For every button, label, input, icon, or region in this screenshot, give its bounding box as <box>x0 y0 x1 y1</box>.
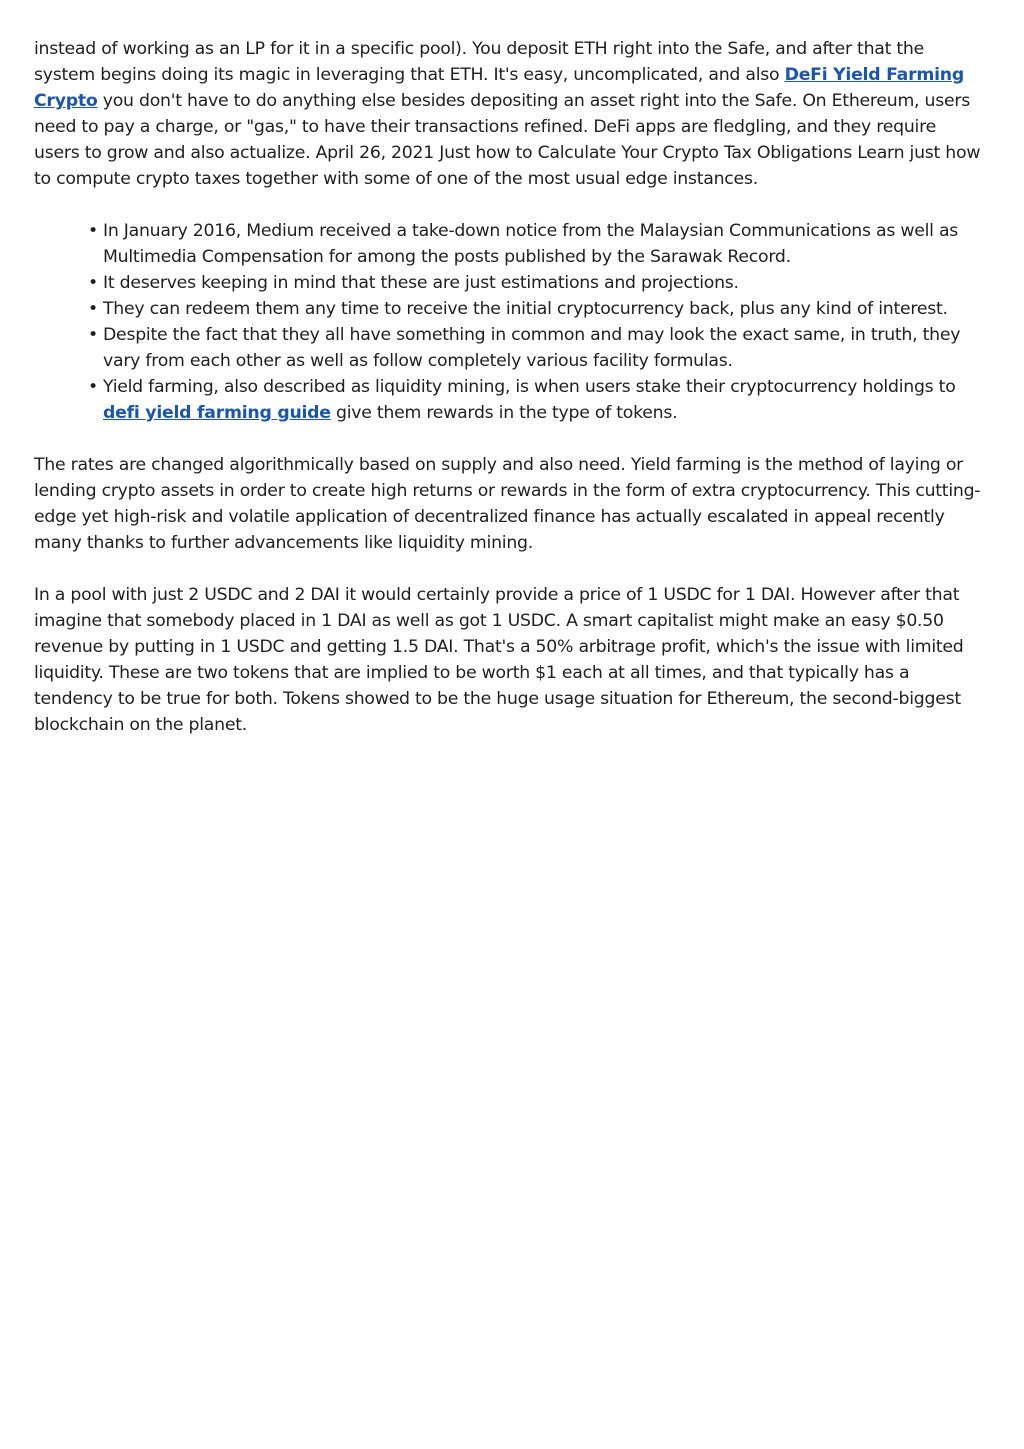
paragraph-intro <box>34 36 986 192</box>
list-item-text-end: give them rewards in the type of tokens. <box>330 403 678 423</box>
list-item: • It deserves keeping in mind that these are just estimations and projections. <box>103 270 986 296</box>
list-item: • They can redeem them any time to receive the initial cryptocurrency back, plus any kind of interest. <box>103 296 986 322</box>
list-item: • Despite the fact that they all have something in common and may look the exact same, in truth, they vary from each other as well as follow completely various facility formulas. <box>103 322 986 374</box>
paragraph-pool-example: In a pool with just 2 USDC and 2 DAI it would certainly provide a price of 1 USDC for 1 DAI. However after that imagine that somebody placed in 1 DAI as well as got 1 USDC. A smart capitalist might make an easy $0.50 revenue by putting in 1 USDC and getting 1.5 DAI. That's a 50% arbitrage profit, which's the issue with limited liquidity. These are two tokens that are implied to be worth $1 each at all times, and that typically has a tendency to be true for both. Tokens showed to be the huge usage situation for Ethereum, the second-biggest blockchain on the planet. <box>34 585 964 735</box>
list-item <box>103 374 986 426</box>
defi-yield-farming-crypto-link[interactable]: DeFi Yield Farming Crypto <box>34 65 964 111</box>
paragraph-intro-text-end: you don't have to do anything else besides depositing an asset right into the Safe. On Ethereum, users need to pay a charge, or "gas," to have their transactions refined. DeFi apps are fledgling, and they require users to grow and also actualize. April 26, 2021 Just how to Calculate Your Crypto Tax Obligations Learn just how to compute crypto taxes together with some of one of the most usual edge instances. <box>34 91 981 189</box>
paragraph-intro-text-start: instead of working as an LP for it in a specific pool). You deposit ETH right into the Safe, and after that the system begins doing its magic in leveraging that ETH. It's easy, uncomplicated, and also <box>34 39 925 85</box>
list-item: • In January 2016, Medium received a take-down notice from the Malaysian Communications as well as Multimedia Compensation for among the posts published by the Sarawak Record. <box>103 218 986 270</box>
defi-yield-farming-guide-link[interactable]: defi yield farming guide <box>103 403 331 423</box>
paragraph-rates: The rates are changed algorithmically based on supply and also need. Yield farming is the method of laying or lending crypto assets in order to create high returns or rewards in the form of extra cryptocurrency. This cutting-edge yet high-risk and volatile application of decentralized finance has actually escalated in appeal recently many thanks to further advancements like liquidity mining. <box>34 455 981 553</box>
list-item-text-start: Yield farming, also described as liquidity mining, is when users stake their cryptocurrency holdings to <box>103 377 956 397</box>
bullet-list <box>34 218 986 426</box>
document-page <box>34 36 986 764</box>
